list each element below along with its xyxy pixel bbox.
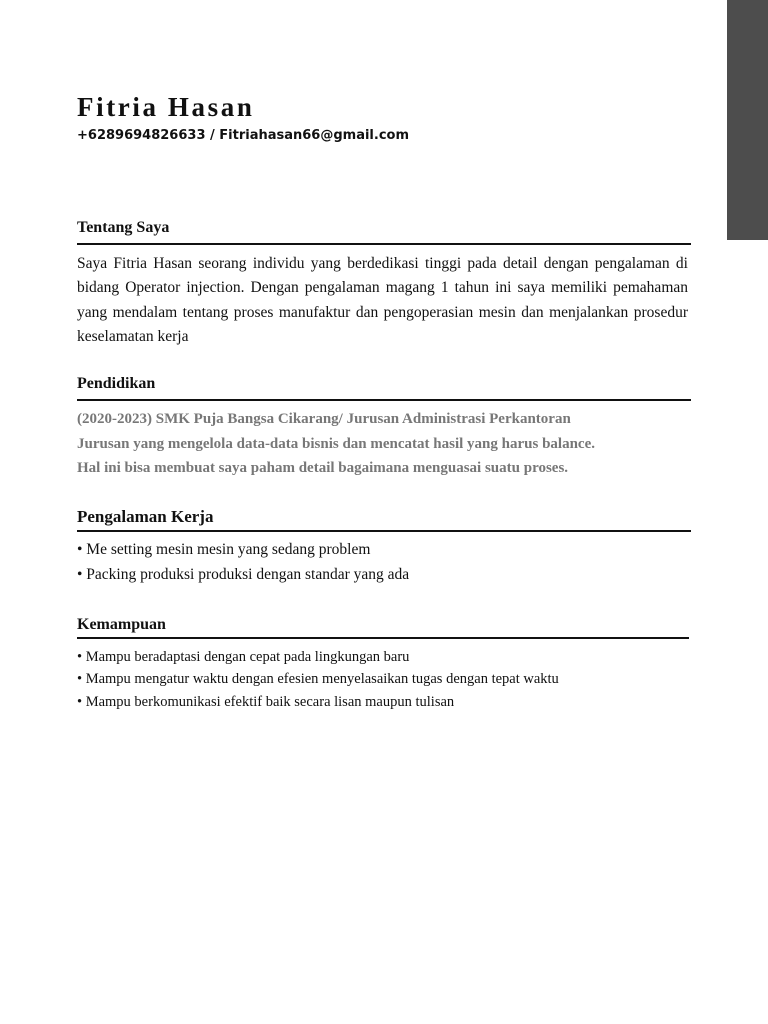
- education-school-line: (2020-2023) SMK Puja Bangsa Cikarang/ Jurusan Administrasi Perkantoran: [77, 411, 571, 427]
- contact-info: +6289694826633 / Fitriahasan66@gmail.com: [77, 128, 410, 143]
- resume-name: Fitria Hasan: [77, 92, 255, 122]
- section-divider-experience: [77, 530, 691, 532]
- section-title-experience: Pengalaman Kerja: [77, 507, 214, 526]
- skill-item: • Mampu mengatur waktu dengan efesien menyelasaikan tugas dengan tepat waktu: [77, 671, 559, 687]
- experience-item: • Me setting mesin mesin yang sedang problem: [77, 541, 371, 558]
- section-title-about: Tentang Saya: [77, 219, 170, 236]
- section-divider-education: [77, 399, 691, 401]
- section-title-education: Pendidikan: [77, 375, 156, 392]
- decorative-side-bar: [727, 0, 768, 240]
- section-title-skills: Kemampuan: [77, 616, 166, 633]
- education-description-line: Hal ini bisa membuat saya paham detail bagaimana menguasai suatu proses.: [77, 460, 569, 476]
- skill-item: • Mampu beradaptasi dengan cepat pada lingkungan baru: [77, 649, 410, 665]
- about-paragraph: Saya Fitria Hasan seorang individu yang berdedikasi tinggi pada detail dengan pengalaman di bidang Operator injection. Dengan pengalaman magang 1 tahun ini saya memiliki pemahaman yang mendalam tentang proses manufaktur dan pengoperasian mesin dan menjalankan prosedur keselamatan kerja: [77, 255, 688, 346]
- education-description-line: Jurusan yang mengelola data-data bisnis dan mencatat hasil yang harus balance.: [77, 436, 595, 452]
- skill-item: • Mampu berkomunikasi efektif baik secara lisan maupun tulisan: [77, 694, 455, 710]
- section-divider-about: [77, 243, 691, 245]
- section-divider-skills: [77, 637, 689, 639]
- experience-item: • Packing produksi produksi dengan standar yang ada: [77, 566, 410, 583]
